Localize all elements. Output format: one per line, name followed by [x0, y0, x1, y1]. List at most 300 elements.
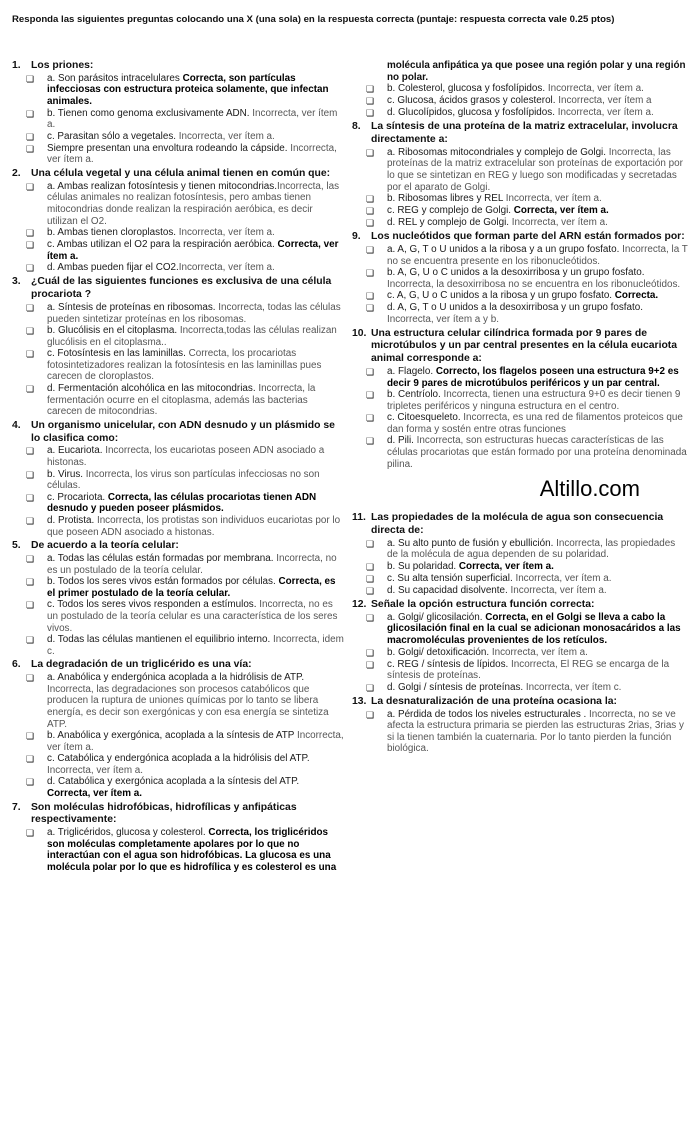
checkbox-icon[interactable]: ❏ [26, 492, 35, 503]
option-feedback: Incorrecta, ver ítem a. [178, 262, 275, 274]
option-body [387, 366, 688, 389]
option-feedback: Incorrecta, El REG se encarga de la síntesis de proteínas. [387, 658, 670, 682]
answer-option [366, 290, 688, 302]
option-text: d. Catabólica y exergónica acoplada a la síntesis del ATP. [47, 776, 300, 788]
checkbox-icon[interactable]: ❏ [366, 303, 375, 314]
checkbox-icon[interactable]: ❏ [366, 291, 375, 302]
checkbox-icon[interactable]: ❏ [26, 108, 35, 119]
option-feedback: Incorrecta, ver ítem a [555, 95, 652, 107]
option-text: d. A, G, T o U unidos a la desoxirribosa y un grupo fosfato. [387, 302, 643, 314]
option-body [387, 612, 688, 647]
option-text: c. Ambas utilizan el O2 para la respiración aeróbica. [47, 239, 278, 251]
option-body [387, 389, 688, 412]
checkbox-icon[interactable]: ❏ [26, 240, 35, 251]
checkbox-icon[interactable]: ❏ [26, 263, 35, 274]
option-feedback: Incorrecta, ver ítem c. [523, 681, 622, 693]
option-text: c. Todos los seres vivos responden a estímulos. [47, 599, 257, 611]
option-feedback: Incorrecta, tienen una estructura 9+0 es decir tienen 9 tripletes periféricos y ninguna estructura en el centro. [387, 389, 681, 412]
checkbox-icon[interactable]: ❏ [26, 181, 35, 192]
option-text: d. Protista. [47, 515, 95, 526]
question [12, 420, 344, 538]
option-body [47, 672, 344, 730]
question-number: 12. [352, 599, 367, 611]
checkbox-icon[interactable]: ❏ [26, 828, 35, 839]
option-text: a. Golgi/ glicosilación. [387, 611, 486, 623]
option-text: b. Todos los seres vivos están formados por células. [47, 576, 279, 588]
option-body [387, 412, 688, 435]
question-title [352, 512, 688, 538]
question-title [352, 121, 688, 147]
option-text: a. Pérdida de todos los niveles estructurales . [387, 708, 587, 720]
option-body [47, 553, 344, 576]
answer-option [26, 634, 344, 657]
option-body [47, 131, 344, 143]
checkbox-icon[interactable]: ❏ [26, 754, 35, 765]
option-body [47, 776, 344, 799]
question [352, 231, 688, 325]
question [12, 659, 344, 799]
question-text: Los nucleótidos que forman parte del ARN están formados por: [371, 231, 685, 243]
option-body [387, 435, 688, 470]
option-body [387, 244, 688, 267]
question-title [352, 599, 688, 612]
answer-option [366, 612, 688, 647]
option-body [47, 227, 344, 239]
option-feedback: Incorrecta, ver ítem a. [489, 646, 588, 658]
option-text: a. Anabólica y endergónica acoplada a la hidrólisis de ATP. [47, 672, 305, 684]
option-body [387, 205, 688, 217]
checkbox-icon[interactable]: ❏ [26, 302, 35, 313]
option-feedback: Incorrecta, ver ítem a. [176, 227, 275, 239]
answer-option [26, 131, 344, 143]
option-body [47, 576, 344, 599]
option-text: a. Ambas realizan fotosíntesis y tienen mitocondrias. [47, 180, 277, 192]
answer-option [366, 83, 688, 95]
question-text: Señale la opción estructura función correcta: [371, 599, 595, 611]
option-text: b. Colesterol, glucosa y fosfolípidos. [387, 83, 546, 95]
question-title [12, 659, 344, 672]
answer-option [26, 143, 344, 166]
question-title [12, 802, 344, 828]
question [352, 121, 688, 229]
option-feedback: Incorrecta, no es un postulado de la teoría celular. [47, 552, 337, 576]
answer-option [26, 553, 344, 576]
answer-option [26, 776, 344, 799]
question-number: 5. [12, 540, 21, 552]
checkbox-icon[interactable]: ❏ [366, 647, 375, 658]
question-title [352, 696, 688, 709]
question-number: 6. [12, 659, 21, 671]
option-feedback: Correcta, los triglicéridos son moléculas completamente apolares por lo que no interactúan con el agua son hidrofóbicas. La glucosa es una molécula polar por lo que es hidrofílica y es colesterol es una [47, 827, 337, 874]
answer-option [26, 515, 344, 538]
continued-text: molécula anfipática ya que posee una región polar y una región no polar. [387, 60, 686, 83]
option-body [47, 469, 344, 492]
answer-option [366, 682, 688, 694]
option-text: b. Centríolo. [387, 389, 441, 401]
answer-option [366, 585, 688, 597]
answer-option [366, 366, 688, 389]
option-text: a. Síntesis de proteínas en ribosomas. [47, 301, 216, 313]
option-body [387, 682, 688, 694]
option-body [47, 143, 344, 166]
answer-option [366, 267, 688, 290]
option-text: Siempre presentan una envoltura rodeando la cápside. [47, 142, 288, 154]
checkbox-icon[interactable]: ❏ [26, 635, 35, 646]
option-feedback: Incorrecta, ver ítem a. [545, 83, 644, 95]
option-body [47, 634, 344, 657]
option-body [47, 827, 344, 873]
option-body [387, 585, 688, 597]
option-text: c. Procariota. [47, 491, 108, 503]
option-text: b. Su polaridad. [387, 561, 459, 573]
checkbox-icon[interactable]: ❏ [366, 659, 375, 670]
checkbox-icon[interactable]: ❏ [366, 436, 375, 447]
option-text: d. Su capacidad disolvente. [387, 585, 508, 597]
option-feedback: Incorrecta, los protistas son individuos eucariotas por lo que poseen ADN asociado a histonas. [47, 515, 341, 538]
answer-option [366, 205, 688, 217]
question-text: Un organismo unicelular, con ADN desnudo y un plásmido se lo clasifica como: [31, 419, 335, 444]
option-text: c. Catabólica y endergónica acoplada a la hidrólisis del ATP. [47, 753, 310, 765]
option-feedback: Incorrecta, no se ve afecta la estructura primaria se pierden las estructuras 2rias, 3rias y si la tienen también la cuaternaria. Por lo tanto pierden la función biológica. [387, 708, 684, 755]
question [352, 83, 688, 119]
answer-option [26, 672, 344, 730]
option-body [47, 753, 344, 776]
checkbox-icon[interactable]: ❏ [26, 577, 35, 588]
question-text: Los priones: [31, 60, 94, 71]
option-body [387, 573, 688, 585]
option-feedback: Incorrecta, ver ítem a. [47, 107, 338, 131]
option-feedback: Incorrecta, ver ítem a. [509, 217, 608, 229]
option-feedback: Incorrecta, ver ítem a. [554, 107, 654, 119]
question-number: 2. [12, 167, 21, 179]
option-body [387, 302, 688, 325]
answer-option [366, 193, 688, 205]
answer-option [26, 599, 344, 634]
answer-option [26, 73, 344, 108]
option-body [47, 302, 344, 325]
option-feedback: Correcta, ver ítem a. [458, 561, 554, 573]
option-text: b. Ambas tienen cloroplastos. [47, 227, 176, 239]
question [12, 168, 344, 274]
answer-option [26, 383, 344, 418]
option-feedback: Incorrecta, las degradaciones son procesos catabólicos que producen la ruptura de uniones químicas por lo tanto se libera energía, es decir son exergónicas y con esa energía se sintetiza ATP. [47, 683, 329, 730]
option-text: a. Su alto punto de fusión y ebullición. [387, 537, 554, 549]
option-text: b. Virus. [47, 468, 84, 480]
watermark-logo: Altillo.com [539, 476, 640, 502]
checkbox-icon[interactable]: ❏ [366, 194, 375, 205]
question-title [12, 60, 344, 73]
checkbox-icon[interactable]: ❏ [26, 446, 35, 457]
option-feedback: Correcta. [614, 290, 659, 302]
question-number: 1. [12, 60, 21, 71]
option-feedback: Incorrecta, ver ítem a. [176, 130, 275, 142]
option-body [47, 108, 344, 131]
checkbox-icon[interactable]: ❏ [26, 384, 35, 395]
answer-option [26, 181, 344, 227]
checkbox-icon[interactable]: ❏ [366, 709, 375, 720]
option-feedback: Incorrecta, los eucariotas poseen ADN asociado a histonas. [47, 445, 325, 469]
checkbox-icon[interactable]: ❏ [366, 413, 375, 424]
checkbox-icon[interactable]: ❏ [366, 390, 375, 401]
option-text: c. Parasitan sólo a vegetales. [47, 130, 176, 142]
option-text: d. Fermentación alcohólica en las mitocondrias. [47, 383, 256, 395]
option-text: c. Fotosíntesis en las laminillas. [47, 348, 186, 360]
question [352, 328, 688, 471]
question-number: 3. [12, 276, 21, 288]
answer-option [26, 239, 344, 262]
option-feedback: Correcta, es el primer postulado de la teoría celular. [47, 576, 336, 599]
answer-option [366, 573, 688, 585]
option-text: b. Golgi/ detoxificación. [387, 646, 490, 658]
checkbox-icon[interactable]: ❏ [366, 682, 375, 693]
question [352, 696, 688, 755]
option-text: c. A, G, U o C unidos a la ribosa y un grupo fosfato. [387, 290, 615, 302]
checkbox-icon[interactable]: ❏ [26, 516, 35, 526]
answer-option [366, 561, 688, 573]
option-body [47, 262, 344, 274]
option-body [387, 290, 688, 302]
answer-option [366, 147, 688, 193]
option-feedback: Incorrecta, son estructuras huecas características de las células procariotas que están formado por una proteína denominada pilina. [387, 435, 687, 470]
question [352, 599, 688, 694]
option-text: b. Tienen como genoma exclusivamente ADN. [47, 107, 250, 119]
option-body [387, 147, 688, 193]
answer-option [366, 95, 688, 107]
option-body [47, 599, 344, 634]
option-text: c. REG / síntesis de lípidos. [387, 658, 509, 670]
option-text: a. Eucariota. [47, 445, 103, 457]
answer-option [26, 492, 344, 515]
option-body [47, 325, 344, 348]
right-column [352, 60, 688, 757]
option-feedback: Incorrecta, la T no se encuentra presente en los ribonucleótidos. [387, 243, 688, 267]
option-feedback: Incorrecta, ver ítem a y b. [387, 313, 499, 325]
checkbox-icon[interactable]: ❏ [366, 96, 375, 107]
question-title [12, 540, 344, 553]
answer-option [26, 108, 344, 131]
question-text: La desnaturalización de una proteína ocasiona la: [371, 695, 617, 707]
checkbox-icon[interactable]: ❏ [366, 84, 375, 95]
question-text: De acuerdo a la teoría celular: [31, 540, 179, 552]
option-feedback: Incorrecta, no es un postulado de la teoría celular es una característica de los seres vivos. [47, 599, 338, 634]
option-text: b. Anabólica y exergónica, acoplada a la síntesis de ATP [47, 730, 295, 742]
option-feedback: Correcta, ver ítem a. [513, 205, 609, 217]
checkbox-icon[interactable]: ❏ [26, 73, 35, 84]
answer-option [366, 302, 688, 325]
checkbox-icon[interactable]: ❏ [26, 673, 35, 684]
option-text: a. Son parásitos intracelulares [47, 72, 183, 84]
option-feedback: Correcta, los procariotas fotosintetizadores realizan la fotosíntesis en las laminillas pues carecen de cloroplastos. [47, 348, 322, 383]
question-number: 4. [12, 419, 21, 431]
question-number: 9. [352, 231, 361, 243]
answer-option [366, 217, 688, 229]
checkbox-icon[interactable]: ❏ [366, 612, 375, 623]
option-feedback: Correcta, ver ítem a. [47, 239, 339, 262]
option-body [387, 709, 688, 755]
option-feedback: Incorrecta, ver ítem a. [507, 585, 607, 597]
option-body [47, 515, 344, 538]
answer-option [366, 107, 688, 119]
option-text: a. Triglicéridos, glucosa y colesterol. [47, 827, 209, 839]
checkbox-icon[interactable]: ❏ [366, 538, 375, 549]
option-text: d. Glucolípidos, glucosa y fosfolípidos. [387, 107, 555, 119]
checkbox-icon[interactable]: ❏ [26, 553, 35, 564]
option-body [47, 492, 344, 515]
checkbox-icon[interactable]: ❏ [26, 131, 35, 142]
question-title [12, 168, 344, 181]
answer-option [26, 227, 344, 239]
question-number: 13. [352, 695, 367, 707]
option-feedback: Incorrecta, ver ítem a. [47, 764, 144, 776]
option-feedback: Incorrecta, las proteínas de la matriz extracelular son proteínas de exportación por lo que se sintetizan en REG y luego son modificadas y secretadas por el aparato de Golgi. [387, 146, 683, 193]
question [12, 540, 344, 657]
option-body [47, 239, 344, 262]
checkbox-icon[interactable]: ❏ [366, 147, 375, 158]
checkbox-icon[interactable]: ❏ [366, 218, 375, 229]
question-title [12, 420, 344, 446]
option-text: a. Ribosomas mitocondriales y complejo de Golgi. [387, 146, 606, 158]
option-body [387, 107, 688, 119]
option-feedback: Correcta, en el Golgi se lleva a cabo la glicosilación final en la cual se adicionan monosacáridos a las macromoléculas provenientes de los retículos. [387, 611, 681, 647]
question-text: Una célula vegetal y una célula animal tienen en común que: [31, 167, 331, 179]
checkbox-icon[interactable]: ❏ [26, 731, 35, 742]
checkbox-icon[interactable]: ❏ [26, 469, 35, 480]
answer-option [26, 576, 344, 599]
question-number: 11. [352, 512, 366, 524]
option-text: c. Citoesqueleto. [387, 412, 461, 424]
question [12, 276, 344, 418]
answer-option [26, 325, 344, 348]
question [352, 512, 688, 597]
option-body [387, 95, 688, 107]
option-feedback: Correcta, son partículas infecciosas con estructura proteica solamente, que infectan animales. [47, 72, 329, 107]
option-text: d. REL y complejo de Golgi. [387, 217, 510, 229]
instructions-header: Responda las siguientes preguntas colocando una X (una sola) en la respuesta correcta (puntaje: respuesta correcta vale 0.25 ptos) [12, 14, 615, 25]
option-body [47, 181, 344, 227]
option-text: c. REG y complejo de Golgi. [387, 205, 514, 217]
checkbox-icon[interactable]: ❏ [26, 349, 35, 360]
option-text: d. Pili. [387, 435, 414, 447]
option-feedback: Incorrecta, ver ítem a. [47, 142, 337, 166]
option-feedback: Incorrecta, todas las células pueden sintetizar proteínas en los ribosomas. [47, 301, 341, 325]
checkbox-icon[interactable]: ❏ [366, 366, 375, 377]
question-text: Las propiedades de la molécula de agua son consecuencia directa de: [371, 512, 664, 537]
answer-option [26, 445, 344, 468]
answer-option [26, 469, 344, 492]
question-number: 10. [352, 327, 367, 339]
answer-option [26, 730, 344, 753]
option-text: c. Glucosa, ácidos grasos y colesterol. [387, 95, 556, 107]
answer-option [366, 647, 688, 659]
question-number: 7. [12, 801, 21, 813]
question [12, 802, 344, 874]
option-feedback: Incorrecta, los virus son partículas infecciosas no son células. [47, 468, 320, 492]
option-text: a. Todas las células están formadas por membrana. [47, 552, 274, 564]
option-text: b. Ribosomas libres y REL [387, 193, 503, 205]
question-text: ¿Cuál de las siguientes funciones es exclusiva de una célula procariota ? [31, 276, 332, 301]
question-text: Son moléculas hidrofóbicas, hidrofílicas y anfipáticas respectivamente: [31, 801, 297, 826]
option-body [47, 730, 344, 753]
question [12, 60, 344, 166]
answer-option [366, 659, 688, 682]
checkbox-icon[interactable]: ❏ [26, 143, 35, 154]
option-text: b. A, G, U o C unidos a la desoxirribosa y un grupo fosfato. [387, 267, 645, 279]
answer-option [26, 348, 344, 383]
option-feedback: Incorrecta, la fermentación ocurre en el citoplasma, además las bacterias carecen de mitocondrias. [47, 383, 316, 418]
option-body [47, 383, 344, 418]
option-feedback: Incorrecta, idem c. [47, 634, 344, 657]
option-feedback: Incorrecta,todas las células realizan glucólisis en el citoplasma.. [47, 325, 337, 348]
option-feedback: Incorrecta, ver ítem a. [502, 193, 602, 205]
answer-option [366, 412, 688, 435]
question-text: La síntesis de una proteína de la matriz extracelular, involucra directamente a: [371, 121, 678, 145]
question-title [352, 231, 688, 244]
answer-option [366, 389, 688, 412]
option-body [387, 538, 688, 561]
answer-option [26, 827, 344, 873]
checkbox-icon[interactable]: ❏ [26, 326, 35, 337]
option-feedback: Incorrecta, las propiedades de la molécula de agua dependen de su polaridad. [387, 537, 676, 561]
checkbox-icon[interactable]: ❏ [366, 108, 375, 119]
answer-option [366, 244, 688, 267]
checkbox-icon[interactable]: ❏ [366, 562, 375, 573]
question-text: Una estructura celular cilíndrica formada por 9 pares de microtúbulos y un par central presentes en la célula eucariota animal corresponde a: [371, 327, 678, 365]
option-feedback: Correcta, ver ítem a. [47, 788, 142, 800]
option-body [387, 83, 688, 95]
option-feedback: Correcto, los flagelos poseen una estructura 9+2 es decir 9 pares de microtúbulos periféricos y un par central. [387, 365, 679, 389]
answer-option [366, 435, 688, 470]
checkbox-icon[interactable]: ❏ [366, 206, 375, 217]
option-body [387, 647, 688, 659]
option-text: c. Su alta tensión superficial. [387, 573, 513, 585]
option-feedback: Incorrecta, ver ítem a. [512, 573, 612, 585]
checkbox-icon[interactable]: ❏ [366, 574, 375, 585]
answer-option [366, 709, 688, 755]
checkbox-icon[interactable]: ❏ [366, 268, 375, 279]
option-body [387, 561, 688, 573]
option-body [387, 267, 688, 290]
option-text: d. Todas las células mantienen el equilibrio interno. [47, 634, 271, 646]
option-body [47, 348, 344, 383]
question-number: 8. [352, 121, 361, 133]
option-feedback: Incorrecta, las células animales no realizan fotosíntesis, pero ambas tienen mitocondrias donde realizan la respiración aeróbica, es decir utilizan el O2. [47, 180, 340, 227]
checkbox-icon[interactable]: ❏ [366, 244, 375, 255]
option-text: a. Flagelo. [387, 365, 436, 377]
option-feedback: Incorrecta, la desoxirribosa no se encuentra en los ribonucleótidos. [387, 278, 681, 290]
option-body [387, 659, 688, 682]
option-feedback: Correcta, las células procariotas tienen ADN desnudo y pueden poseer plásmidos. [47, 491, 317, 515]
checkbox-icon[interactable]: ❏ [26, 600, 35, 611]
option-body [47, 445, 344, 468]
option-text: b. Glucólisis en el citoplasma. [47, 325, 178, 337]
option-text: d. Golgi / síntesis de proteínas. [387, 681, 524, 693]
option-body [47, 73, 344, 108]
option-text: a. A, G, T o U unidos a la ribosa y a un grupo fosfato. [387, 243, 620, 255]
answer-option [26, 753, 344, 776]
checkbox-icon[interactable]: ❏ [366, 586, 375, 597]
answer-option [26, 262, 344, 274]
option-text: d. Ambas pueden fijar el CO2. [47, 262, 179, 274]
option-body [387, 193, 688, 205]
checkbox-icon[interactable]: ❏ [26, 228, 35, 239]
checkbox-icon[interactable]: ❏ [26, 777, 35, 788]
question-title [12, 276, 344, 302]
option-body [387, 217, 688, 229]
answer-option [366, 538, 688, 561]
answer-option [26, 302, 344, 325]
option-feedback: Incorrecta, es una red de filamentos proteicos que dan forma y sostén entre otras funciones [387, 412, 683, 435]
left-column [12, 60, 344, 876]
